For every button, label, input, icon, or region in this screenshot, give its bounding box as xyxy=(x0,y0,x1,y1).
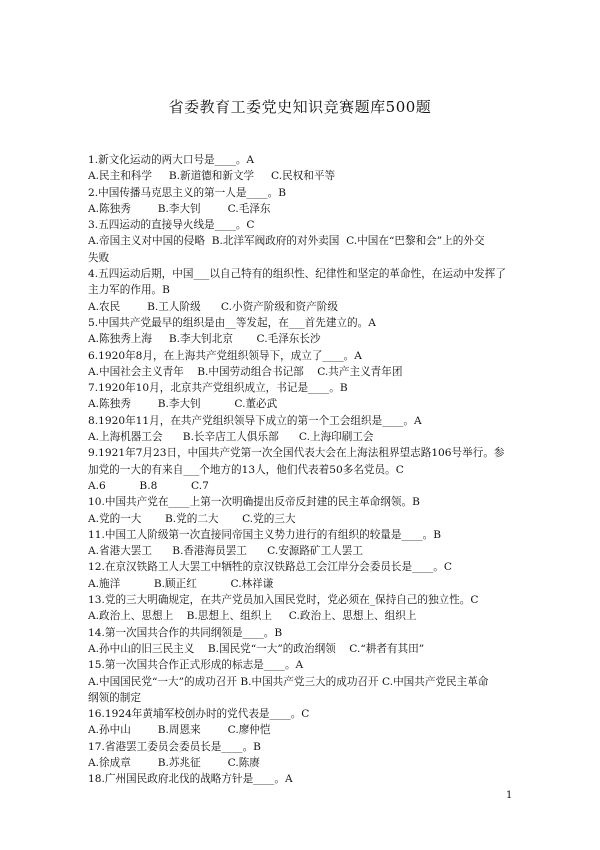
answer-options-line: A.帝国主义对中国的侵略 B.北洋军阀政府的对外卖国 C.中国在“巴黎和会”上的外交 xyxy=(88,235,485,248)
question-line: 8.1920年11月，在共产党组织领导下成立的第一个工会组织是____。A xyxy=(88,414,422,427)
answer-options-line: A.陈独秀 B.李大钊 C.毛泽东 xyxy=(88,202,271,215)
question-line: 14.第一次国共合作的共同纲领是____。B xyxy=(88,626,283,639)
answer-options-line: A.中国社会主义青年 B.中国劳动组合书记部 C.共产主义青年团 xyxy=(88,365,403,378)
question-line: 16.1924年黄埔军校创办时的党代表是____。C xyxy=(88,708,310,721)
question-line: 18.广州国民政府北伐的战略方针是____。A xyxy=(88,773,293,786)
question-line: 2.中国传播马克思主义的第一人是____。B xyxy=(88,186,286,199)
question-line: 3.五四运动的直接导火线是____。C xyxy=(88,219,255,232)
answer-options-line: 纲领的制定 xyxy=(88,691,141,704)
answer-options-line: A.施洋 B.顾正红 C.林祥谦 xyxy=(88,577,274,590)
question-line: 11.中国工人阶级第一次直接同帝国主义势力进行的有组织的较量是____。B xyxy=(88,528,442,541)
question-list xyxy=(88,152,526,788)
answer-options-line: A.陈独秀上海 B.李大钊北京 C.毛泽东长沙 xyxy=(88,333,321,346)
question-line: 4.五四运动后期，中国___以自己特有的组织性、纪律性和坚定的革命性，在运动中发挥了 xyxy=(88,268,506,281)
answer-options-line: A.孙中山的旧三民主义 B.国民党“一大”的政治纲领 C.“耕者有其田” xyxy=(88,642,425,655)
answer-options-line: A.党的一大 B.党的二大 C.党的三大 xyxy=(88,512,296,525)
question-line: 9.1921年7月23日，中国共产党第一次全国代表大会在上海法租界望志路106号举行。参 xyxy=(88,447,505,460)
answer-options-line: A.农民 B.工人阶级 C.小资产阶级和资产阶级 xyxy=(88,300,338,313)
question-line: 10.中国共产党在____上第一次明确提出反帝反封建的民主革命纲领。B xyxy=(88,496,420,509)
question-line: 6.1920年8月，在上海共产党组织领导下，成立了____。A xyxy=(88,349,362,362)
answer-options-line: 失败 xyxy=(88,251,110,264)
question-line: 13.党的三大明确规定，在共产党员加入国民党时，党必须在_保持自己的独立性。C xyxy=(88,594,479,607)
answer-options-line: A.陈独秀 B.李大钊 C.董必武 xyxy=(88,398,278,411)
answer-options-line: A.中国国民党“一大”的成功召开 B.中国共产党三大的成功召开 C.中国共产党民主革命 xyxy=(88,675,489,688)
question-line: 17.省港罢工委员会委员长是____。B xyxy=(88,740,261,753)
question-line: 5.中国共产党最早的组织是由__等发起，在___首先建立的。A xyxy=(88,316,376,329)
answer-options-line: A.民主和科学 B.新道德和新文学 C.民权和平等 xyxy=(88,170,336,183)
question-line: 加党的一大的有来自___个地方的13人，他们代表着50多名党员。C xyxy=(88,463,404,476)
answer-options-line: A.6 B.8 C.7 xyxy=(88,479,209,492)
question-line: 15.第一次国共合作正式形成的标志是____。A xyxy=(88,659,304,672)
answer-options-line: A.政治上、思想上 B.思想上、组织上 C.政治上、思想上、组织上 xyxy=(88,610,417,623)
question-line: 7.1920年10月，北京共产党组织成立，书记是____。B xyxy=(88,382,348,395)
page-number: 1 xyxy=(506,790,513,801)
question-line: 主力军的作用。B xyxy=(88,284,170,297)
answer-options-line: A.孙中山 B.周恩来 C.廖仲恺 xyxy=(88,724,271,737)
answer-options-line: A.上海机器工会 B.长辛店工人俱乐部 C.上海印刷工会 xyxy=(88,431,374,444)
document-title: 省委教育工委党史知识竞赛题库500题 xyxy=(168,98,432,116)
question-line: 12.在京汉铁路工人大罢工中牺牲的京汉铁路总工会江岸分会委员长是____。C xyxy=(88,561,452,574)
answer-options-line: A.徐成章 B.苏兆征 C.陈赓 xyxy=(88,756,260,769)
answer-options-line: A.省港大罢工 B.香港海员罢工 C.安源路矿工人罢工 xyxy=(88,545,363,558)
question-line: 1.新文化运动的两大口号是____。A xyxy=(88,154,255,166)
